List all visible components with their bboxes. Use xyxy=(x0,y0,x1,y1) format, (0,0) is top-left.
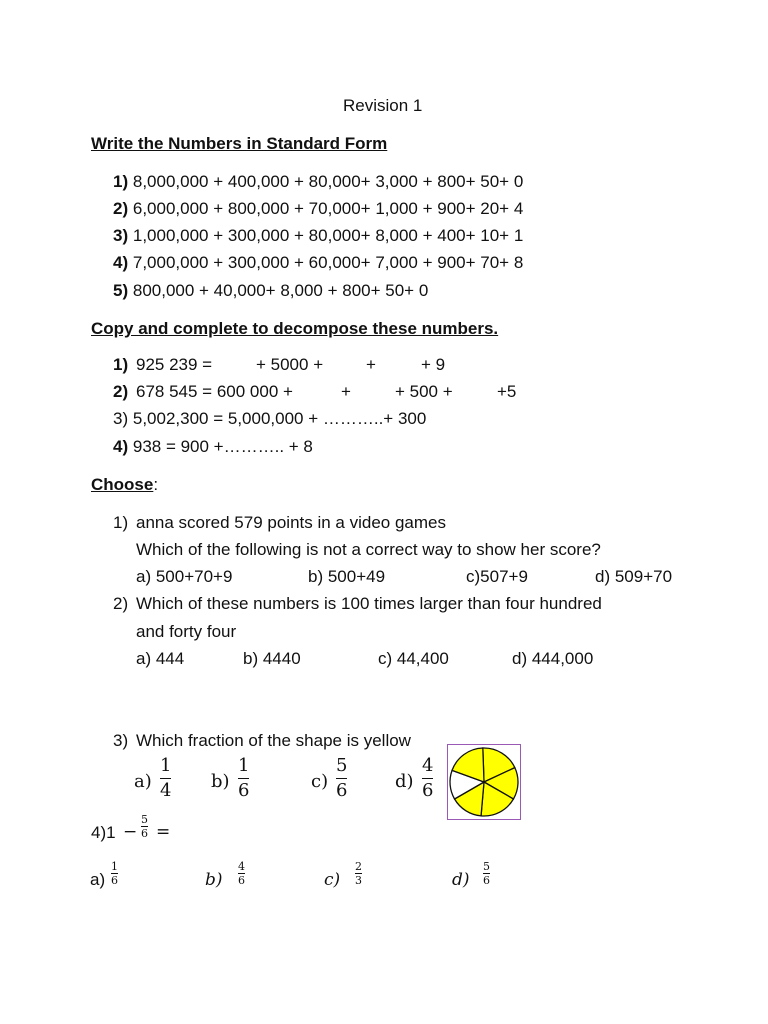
page-title: Revision 1 xyxy=(343,96,423,115)
q4-minus: − xyxy=(123,822,138,842)
q2-number: 2) xyxy=(113,594,129,613)
q1-option-d: d) 509+70 xyxy=(595,567,673,586)
q3-option-a-label: a) xyxy=(134,771,152,792)
q3-option-a-fraction: 1 4 xyxy=(160,755,172,801)
q1-number: 1) xyxy=(113,513,129,532)
s1-item-3: 3) 1,000,000 + 300,000 + 80,000+ 8,000 + 400+ 10+ 1 xyxy=(113,226,524,245)
q4-option-d-fraction: 5 6 xyxy=(483,860,490,887)
q1-option-b: b) 500+49 xyxy=(308,567,386,586)
s2-item-2-num: 2) xyxy=(113,382,129,401)
q4-option-a-fraction: 1 6 xyxy=(111,860,118,887)
q1-option-c: c)507+9 xyxy=(466,567,528,586)
q3-text: Which fraction of the shape is yellow xyxy=(136,731,411,750)
q3-option-d-label: d) xyxy=(395,771,414,792)
q4-option-b-fraction: 4 6 xyxy=(238,860,245,887)
q4-option-c-label: c) xyxy=(324,870,341,890)
q4-option-b-label: b) xyxy=(205,870,223,890)
q4-option-d-label: d) xyxy=(452,870,470,890)
q1-line-1: anna scored 579 points in a video games xyxy=(136,513,446,532)
s2-item-2-part-4: +5 xyxy=(497,382,517,401)
s2-item-1-part-4: + 9 xyxy=(421,355,446,374)
q4-equals: = xyxy=(156,822,171,842)
q2-line-1: Which of these numbers is 100 times larger than four hundred xyxy=(136,594,602,613)
q3-option-b-fraction: 1 6 xyxy=(238,755,250,801)
q2-option-a: a) 444 xyxy=(136,649,185,668)
q4-option-c-fraction: 2 3 xyxy=(355,860,362,887)
s2-item-2-part-3: + 500 + xyxy=(395,382,453,401)
q2-option-c: c) 44,400 xyxy=(378,649,449,668)
q3-option-b-label: b) xyxy=(211,771,230,792)
s2-item-2-part-1: 678 545 = 600 000 + xyxy=(136,382,293,401)
q3-option-d-fraction: 4 6 xyxy=(422,755,434,801)
s2-item-1-part-3: + xyxy=(366,355,376,374)
section3-heading: Choose: xyxy=(91,475,159,494)
s2-item-1-num: 1) xyxy=(113,355,129,374)
q1-line-2: Which of the following is not a correct way to show her score? xyxy=(136,540,601,559)
s2-item-1-part-2: + 5000 + xyxy=(256,355,324,374)
s1-item-2: 2) 6,000,000 + 800,000 + 70,000+ 1,000 + 900+ 20+ 4 xyxy=(113,199,524,218)
s2-item-2-part-2: + xyxy=(341,382,351,401)
s1-item-4: 4) 7,000,000 + 300,000 + 60,000+ 7,000 + 900+ 70+ 8 xyxy=(113,253,524,272)
q2-line-2: and forty four xyxy=(136,622,237,641)
section2-heading: Copy and complete to decompose these numbers. xyxy=(91,319,499,338)
q4-prefix: 4)1 xyxy=(91,823,116,842)
q2-option-b: b) 4440 xyxy=(243,649,301,668)
q2-option-d: d) 444,000 xyxy=(512,649,594,668)
q3-option-c-fraction: 5 6 xyxy=(336,755,348,801)
s2-item-3: 3) 5,002,300 = 5,000,000 + ………..+ 300 xyxy=(113,409,427,428)
section1-heading: Write the Numbers in Standard Form xyxy=(91,134,388,153)
q4-fraction: 5 6 xyxy=(141,813,148,840)
yellow-fraction-circle xyxy=(447,744,521,820)
s2-item-1-part-1: 925 239 = xyxy=(136,355,213,374)
s1-item-1: 1) 8,000,000 + 400,000 + 80,000+ 3,000 + 800+ 50+ 0 xyxy=(113,172,524,191)
s1-item-5: 5) 800,000 + 40,000+ 8,000 + 800+ 50+ 0 xyxy=(113,281,429,300)
q3-number: 3) xyxy=(113,731,129,750)
q3-option-c-label: c) xyxy=(311,771,329,792)
q4-option-a-label: a) xyxy=(90,870,106,889)
s2-item-4: 4) 938 = 900 +……….. + 8 xyxy=(113,437,313,456)
q1-option-a: a) 500+70+9 xyxy=(136,567,233,586)
